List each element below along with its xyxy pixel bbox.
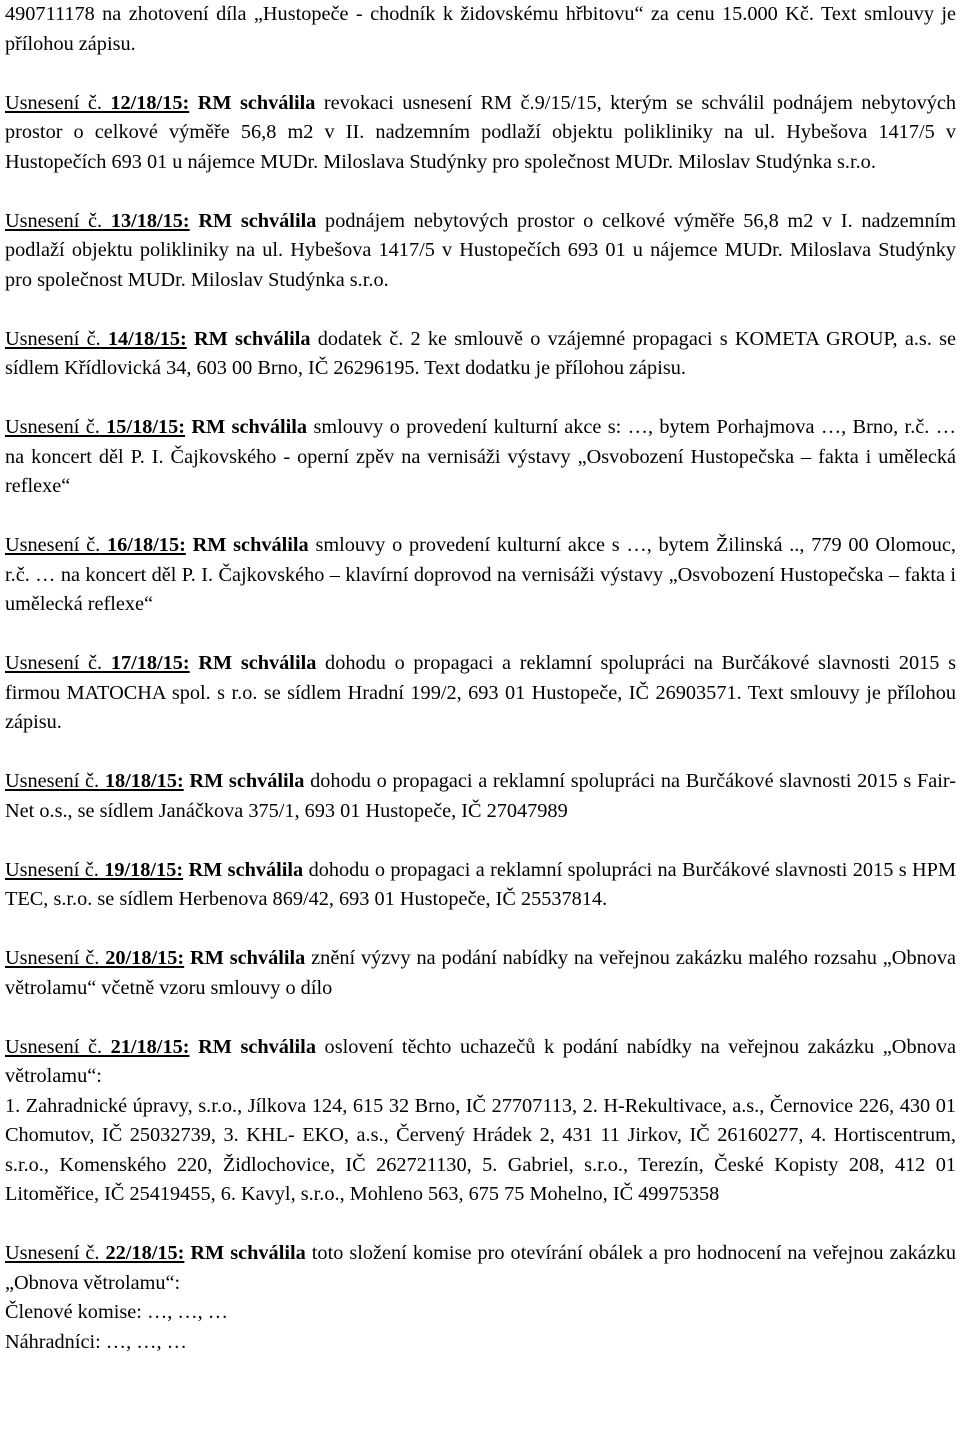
- spacer: [5, 620, 956, 650]
- resolution-17: [5, 649, 956, 738]
- resolution-14: [5, 325, 956, 384]
- spacer: [5, 384, 956, 414]
- resolution-lead: RM schválila: [185, 534, 309, 556]
- resolution-label: Usnesení č. 17/18/15:: [5, 652, 190, 674]
- resolution-lead: RM schválila: [184, 1242, 306, 1264]
- resolution-text: podnájem nebytových prostor o celkové výměře 56,8 m2 v I. nadzemním podlaží objektu polikliniky na ul. Hybešova 1417/5 v Hustopečích 693 01 u nájemce MUDr. Miloslava Studýnky pro společnost MUDr. Miloslav Studýnka s.r.o.: [5, 209, 956, 291]
- spacer: [5, 502, 956, 532]
- spacer: [5, 295, 956, 325]
- resolution-19: [5, 856, 956, 915]
- resolution-label: Usnesení č. 12/18/15:: [5, 91, 190, 114]
- resolution-lead: RM schválila: [183, 770, 305, 792]
- resolution-label: Usnesení č. 14/18/15:: [5, 327, 187, 350]
- resolution-label: Usnesení č. 18/18/15:: [5, 770, 184, 792]
- spacer: [5, 1003, 956, 1033]
- paragraph-intro: [5, 0, 956, 59]
- resolution-text: dodatek č. 2 ke smlouvě o vzájemné propagaci s KOMETA GROUP, a.s. se sídlem Křídlovická 34, 603 00 Brno, IČ 26296195. Text dodatku je přílohou zápisu.: [5, 327, 957, 379]
- resolution-text: smlouvy o provedení kulturní akce s: …, bytem Porhajmova …, Brno, r.č. … na koncert děl P. I. Čajkovského - operní zpěv na vernisáži výstavy „Osvobození Hustopečska – fakta i umělecká reflexe“: [5, 416, 956, 497]
- candidate-list-text: 1. Zahradnické úpravy, s.r.o., Jílkova 124, 615 32 Brno, IČ 27707113, 2. H-Rekultivace, a.s., Černovice 226, 430 01 Chomutov, IČ 25032739, 3. KHL- EKO, a.s., Červený Hrádek 2, 431 11 Jirkov, IČ 26160277, 4. Hortiscentrum, s.r.o., Komenského 220, Židlochovice, IČ 262721130, 5. Gabriel, s.r.o., Terezín, České Kopisty 208, 412 01 Litoměřice, IČ 25419455, 6. Kavyl, s.r.o., Mohleno 563, 675 75 Mohelno, IČ 49975358: [5, 1094, 956, 1205]
- resolution-20: [5, 944, 956, 1003]
- members-line: Členové komise: …, …, …: [5, 1301, 229, 1323]
- resolution-label: Usnesení č. 20/18/15:: [5, 947, 185, 969]
- resolution-text: dohodu o propagaci a reklamní spolupráci na Burčákové slavnosti 2015 s HPM TEC, s.r.o. se sídlem Herbenova 869/42, 693 01 Hustopeče, IČ 25537814.: [5, 858, 956, 910]
- resolution-21-list: [5, 1092, 956, 1210]
- resolution-lead: RM schválila: [189, 1035, 316, 1058]
- resolution-label: Usnesení č. 15/18/15:: [5, 416, 186, 438]
- resolution-text: toto složení komise pro otevírání obálek a pro hodnocení na veřejnou zakázku „Obnova větrolamu“:: [5, 1242, 957, 1294]
- resolution-label: Usnesení č. 19/18/15:: [5, 858, 184, 881]
- resolution-16: [5, 531, 956, 620]
- resolution-lead: RM schválila: [189, 652, 317, 674]
- resolution-22: [5, 1239, 956, 1298]
- resolution-label: Usnesení č. 16/18/15:: [5, 534, 186, 556]
- spacer: [5, 59, 956, 89]
- resolution-lead: RM schválila: [184, 947, 306, 969]
- resolution-text: znění výzvy na podání nabídky na veřejnou zakázku malého rozsahu „Obnova větrolamu“ včetně vzoru smlouvy o dílo: [5, 947, 957, 999]
- resolution-lead: RM schválila: [189, 91, 316, 114]
- resolution-lead: RM schválila: [189, 209, 317, 232]
- resolution-text: oslovení těchto uchazečů k podání nabídky na veřejnou zakázku „Obnova větrolamu“:: [5, 1035, 957, 1087]
- spacer: [5, 826, 956, 856]
- resolution-label: Usnesení č. 21/18/15:: [5, 1035, 190, 1058]
- resolution-text: revokaci usnesení RM č.9/15/15, kterým se schválil podnájem nebytových prostor o celkové výměře 56,8 m2 v II. nadzemním podlaží objektu polikliniky na ul. Hybešova 1417/5 v Hustopečích 693 01 u nájemce MUDr. Miloslava Studýnky pro společnost MUDr. Miloslav Studýnka s.r.o.: [5, 91, 956, 173]
- spacer: [5, 177, 956, 207]
- resolution-label: Usnesení č. 13/18/15:: [5, 209, 190, 232]
- resolution-12: [5, 89, 956, 178]
- resolution-lead: RM schválila: [183, 858, 304, 881]
- spacer: [5, 915, 956, 945]
- resolution-lead: RM schválila: [186, 327, 311, 350]
- spacer: [5, 1210, 956, 1240]
- substitutes-line: Náhradníci: …, …, …: [5, 1330, 187, 1353]
- commission-substitutes: [5, 1328, 956, 1358]
- resolution-15: [5, 413, 956, 502]
- resolution-lead: RM schválila: [185, 416, 308, 438]
- resolution-text: smlouvy o provedení kulturní akce s …, bytem Žilinská .., 779 00 Olomouc, r.č. … na koncert děl P. I. Čajkovského – klavírní doprovod na vernisáži výstavy „Osvobození Hustopečska – fakta i umělecká reflexe“: [5, 534, 956, 615]
- resolution-text: dohodu o propagaci a reklamní spolupráci na Burčákové slavnosti 2015 s Fair-Net o.s., se sídlem Janáčkova 375/1, 693 01 Hustopeče, IČ 27047989: [5, 770, 956, 822]
- paragraph-text: 490711178 na zhotovení díla „Hustopeče - chodník k židovskému hřbitovu“ za cenu 15.000 Kč. Text smlouvy je přílohou zápisu.: [5, 3, 956, 55]
- resolution-label: Usnesení č. 22/18/15:: [5, 1242, 185, 1264]
- spacer: [5, 738, 956, 768]
- resolution-18: [5, 767, 956, 826]
- commission-members: [5, 1298, 956, 1328]
- resolution-13: [5, 207, 956, 296]
- resolution-21: [5, 1033, 956, 1092]
- resolution-text: dohodu o propagaci a reklamní spolupráci na Burčákové slavnosti 2015 s firmou MATOCHA spol. s r.o. se sídlem Hradní 199/2, 693 01 Hustopeče, IČ 26903571. Text smlouvy je přílohou zápisu.: [5, 652, 957, 733]
